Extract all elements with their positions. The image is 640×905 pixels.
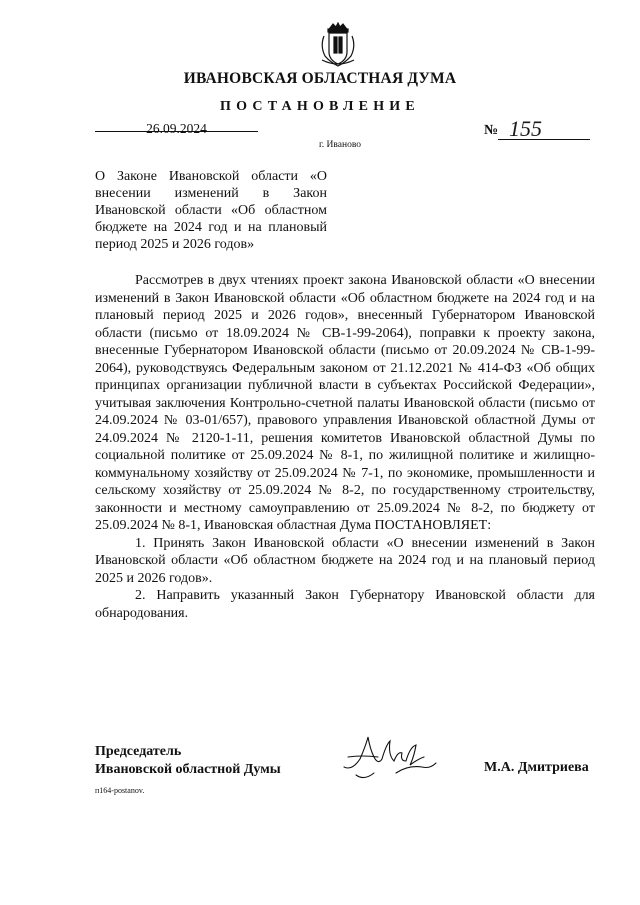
- resolution-item-2: 2. Направить указанный Закон Губернатору Ивановской области для обнародования.: [95, 588, 595, 621]
- document-type: ПОСТАНОВЛЕНИЕ: [220, 99, 420, 114]
- number-underline: [498, 139, 590, 140]
- chairman-title: [95, 743, 281, 779]
- document-subject: О Законе Ивановской области «О внесении изменений в Закон Ивановской области «Об областном бюджете на 2024 год и на плановый период 2025 и 2026 годов»: [95, 169, 327, 252]
- chairman-title-line-2: Ивановской областной Думы: [95, 762, 281, 777]
- handwritten-signature: [338, 727, 440, 787]
- document-date: 26.09.2024: [146, 121, 207, 136]
- resolution-item-1: 1. Принять Закон Ивановской области «О внесении изменений в Закон Ивановской области «Об областном бюджете на 2024 год и на плановый период 2025 и 2026 годов».: [95, 535, 595, 586]
- document-body: [95, 272, 595, 622]
- handwritten-number-text: 155: [509, 117, 542, 141]
- chairman-title-line-1: Председатель: [95, 744, 182, 759]
- number-label: №: [484, 123, 499, 138]
- organization-name: ИВАНОВСКАЯ ОБЛАСТНАЯ ДУМА: [183, 70, 457, 87]
- preamble-paragraph: Рассмотрев в двух чтениях проект закона Ивановской области «О внесении изменений в Закон Ивановской области «Об областном бюджете на 2024 год и на плановый период 2025 и 2026 годов», внесенный Губернатором Ивановской области (письмо от 18.09.2024 № СВ-1-99-2064), поправки к проекту закона, внесенные Губернатором Ивановской области (письмо от 20.09.2024 № СВ-1-99-2064), руководствуясь Федеральным законом от 21.12.2021 № 414-ФЗ «Об общих принципах организации публичной власти в субъектах Российской Федерации», учитывая заключения Контрольно-счетной палаты Ивановской области (письмо от 24.09.2024 № 03-01/657), правового управления Ивановской областной Думы от 24.09.2024 № 2120-1-11, решения комитетов Ивановской областной Думы по социальной политике от 25.09.2024 № 8-1, по жилищной политике и жилищно-коммунальному хозяйству от 25.09.2024 № 7-1, по экономике, промышленности и сельскому хозяйству от 25.09.2024 № 8-2, по государственному строительству, законности и местному самоуправлению от 25.09.2024 № 8-2, по бюджету от 25.09.2024 № 8-1, Ивановская областная Дума ПОСТАНОВЛЯЕТ:: [95, 273, 595, 533]
- date-underline: [95, 131, 258, 132]
- footer-code: п164-postanov.: [95, 786, 145, 795]
- coat-of-arms-icon: [318, 22, 358, 68]
- chairman-name: М.А. Дмитриева: [484, 760, 589, 775]
- city: г. Иваново: [318, 140, 362, 150]
